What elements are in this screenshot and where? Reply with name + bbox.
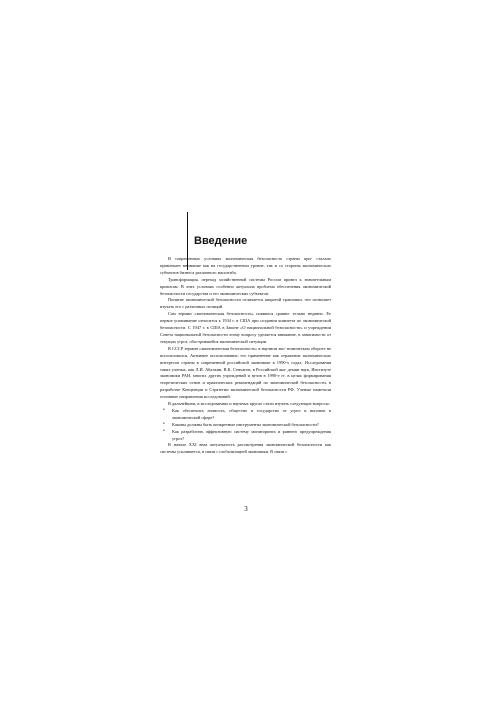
bullet-list [160, 408, 331, 443]
paragraph: В дальнейшем, в исследованиях и научных кругах стали изучать следующие вопросы: [168, 401, 330, 407]
bullet-item: • Как разработать эффективную систему мониторинга и раннего предупреждения угроз? [160, 429, 331, 443]
paragraph: В начале XXI века актуальность рассмотрения экономической безопасности как системы усиливается, в связи с глобализацией экономики. В связи с [160, 442, 331, 455]
paragraph: В СССР термин «экономическая безопасность» в научном эко- номическом обороте не использовался. Активное использование, его применение как отражение экономических интересов страны в современной российской экономике в 1990-х годах. Исследования таких ученых, как Л.И. Абалкин, В.К. Сенчагов, в Российской ака- демии наук, Институте экономики РАН, многих других учреждений и вузов в 1990-е гг. в целях формирования теоретических основ и практических рекомендаций по экономической безопасности, в разработке Концепции и Стратегии экономической безопасности РФ. Ученые наметили основные направления исследований. [160, 345, 331, 400]
bullet-item: • Каковы должны быть конкретные инструменты экономической безопасности? [160, 422, 331, 429]
paragraph: В современных условиях экономическая безопасность страны при- стально привлекает внимание как на государственном уровне, так и со стороны экономических субъектов бизнеса различного масштаба. [160, 256, 331, 275]
bullet-item: • Как обеспечить личность, общество и государство от угроз и вызовов в экономической сфере? [160, 408, 331, 422]
paragraph: Сам термин «экономическая безопасность» появился сравни- тельно недавно. Ее первое упоминание относится к 1934 г. в США при создании комитета по экономической безопасности. С 1947 г. в США в Законе «О национальной безопасности» и учреждении Совета национальной безопасности этому вопросу уделяется внимание, в зависимости от текущих угроз, обострившейся экономической ситуации. [160, 311, 331, 344]
chapter-title: Введение [194, 235, 248, 247]
page-number: 3 [244, 505, 248, 513]
paragraph: Трансформация, переход хозяйственной системы России привел к значительным кризисам. В этих условиях особенно актуальна проблема обеспечения экономической безопасности государства и его экономических субъектов. [160, 276, 331, 296]
body-text [160, 256, 331, 456]
paragraph: Понятие экономической безопасности отличается широтой трактовки, что позволяет изучать его с различных позиций. [160, 297, 331, 310]
